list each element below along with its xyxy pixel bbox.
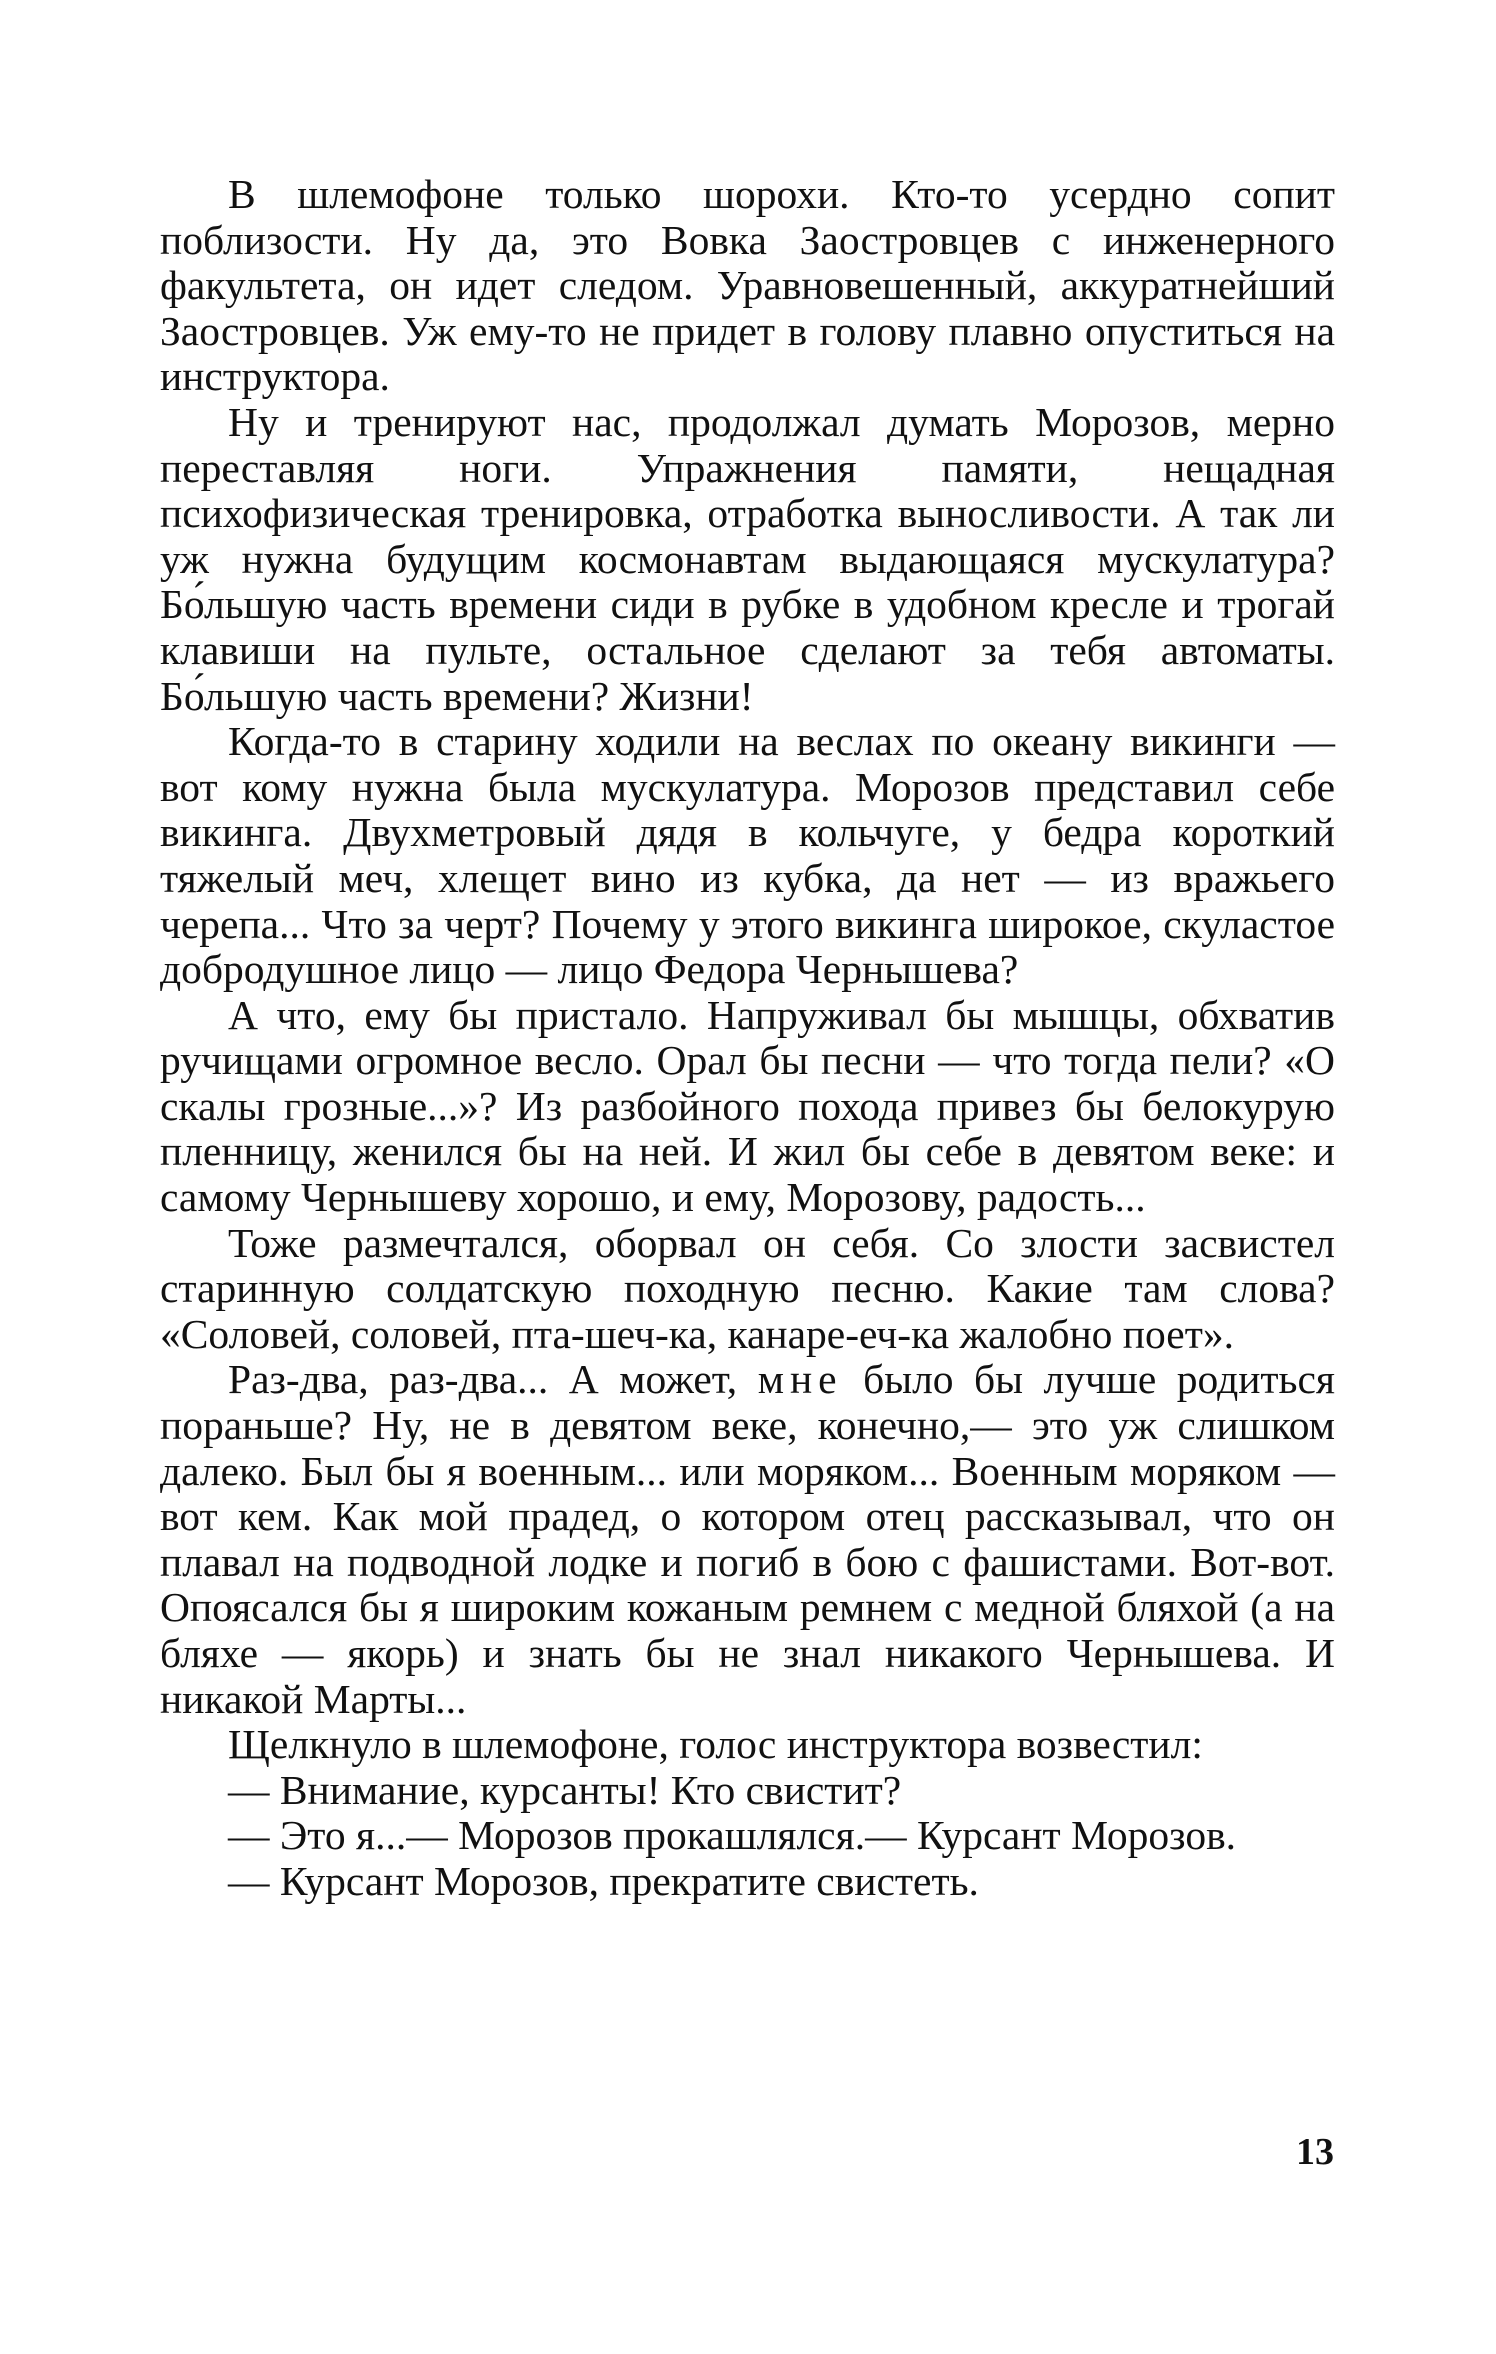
- dialog-line: — Курсант Морозов, прекратите свистеть.: [228, 1857, 979, 1904]
- paragraph: [160, 1357, 1335, 1722]
- paragraph: Когда-то в старину ходили на веслах по океану викинги — вот кому нужна была мускулатура. Морозов представил себе викинга. Двухметровый дядя в кольчуге, у бедра короткий тяжелый меч, хлещет вино из кубка, да нет — из вражьего черепа... Что за черт? Почему у этого викинга широкое, скуластое добродушное лицо — лицо Федора Чернышева?: [160, 718, 1335, 993]
- paragraph: Тоже размечтался, оборвал он себя. Со злости засвистел старинную солдатскую походную песню. Какие там слова? «Соловей, соловей, пта-шеч-ка, канаре-еч-ка жалобно поет».: [160, 1219, 1335, 1357]
- paragraph: Ну и тренируют нас, продолжал думать Морозов, мерно переставляя ноги. Упражнения памяти, нещадная психофизическая тренировка, отработка выносливости. А так ли уж нужна будущим космонавтам выдающаяся мускулатура? Бо́льшую часть времени сиди в рубке в удобном кресле и трогай клавиши на пульте, остальное сделают за тебя автоматы. Бо́льшую часть времени? Жизни!: [160, 398, 1335, 719]
- paragraph-text: Раз-два, раз-два... А может,: [228, 1356, 758, 1403]
- body-text: [160, 172, 1335, 1905]
- paragraph: Щелкнуло в шлемофоне, голос инструктора возвестил:: [228, 1721, 1203, 1768]
- dialog-line: — Внимание, курсанты! Кто свистит?: [228, 1766, 902, 1813]
- paragraph: В шлемофоне только шорохи. Кто-то усердно сопит поблизости. Ну да, это Вовка Заостровцев с инженерного факультета, он идет следом. Уравновешенный, аккуратнейший Заостровцев. Уж ему-то не придет в голову плавно опуститься на инструктора.: [160, 171, 1335, 400]
- paragraph: А что, ему бы пристало. Напруживал бы мышцы, обхватив ручищами огромное весло. Орал бы песни — что тогда пели? «О скалы грозные...»? Из разбойного похода привез бы белокурую пленницу, женился бы на ней. И жил бы себе в девятом веке: и самому Чернышеву хорошо, и ему, Морозову, радость...: [160, 991, 1335, 1221]
- paragraph-text: было бы лучше родиться пораньше? Ну, не в девятом веке, конечно,— это уж слишком далеко. Был бы я военным... или моряком... Военным моряком — вот кем. Как мой прадед, о котором отец рассказывал, что он плавал на подводной лодке и погиб в бою с фашистами. Вот-вот. Опоясался бы я широким кожаным ремнем с медной бляхой (а на бляхе — якорь) и знать бы не знал никакого Чернышева. И никакой Марты...: [160, 1356, 1335, 1722]
- page-number: 13: [1296, 2131, 1334, 2173]
- emphasized-word: мне: [757, 1356, 843, 1403]
- dialog-line: — Это я...— Морозов прокашлялся.— Курсант Морозов.: [228, 1812, 1237, 1859]
